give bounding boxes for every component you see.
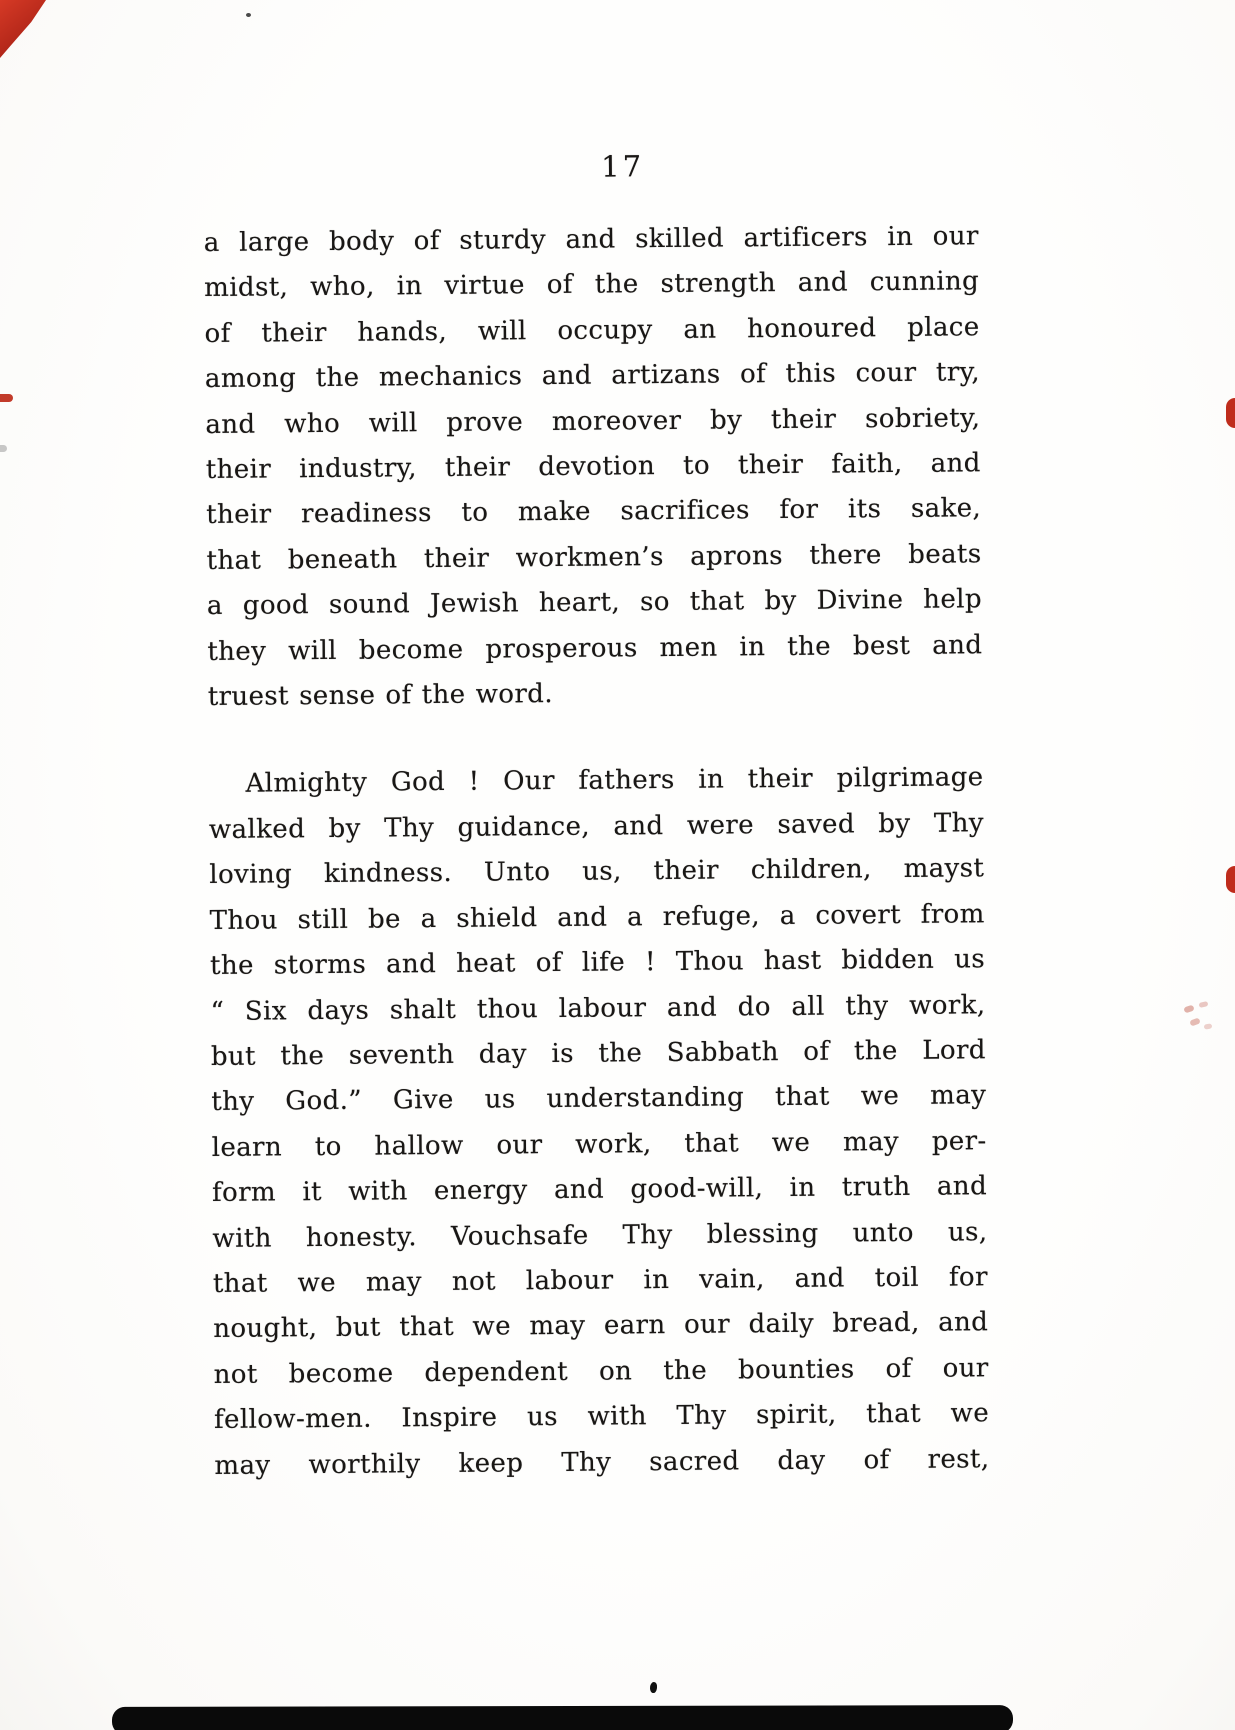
text-line: Thou still be a shield and a refuge, a covert from — [209, 898, 985, 936]
scan-mark-left-gray-dash — [0, 445, 7, 452]
text-line: a large body of sturdy and skilled artificers in our — [203, 221, 979, 259]
scan-mark-corner-red — [0, 0, 46, 58]
scan-mark-left-red-dash — [0, 394, 13, 402]
text-line: midst, who, in virtue of the strength and cunning — [204, 266, 980, 304]
text-line: loving kindness. Unto us, their children, mayst — [209, 853, 985, 891]
text-line: the storms and heat of life ! Thou hast bidden us — [209, 944, 986, 982]
text-line: they will become prosperous men in the best and — [207, 629, 983, 667]
text-line: not become dependent on the bounties of our — [213, 1352, 989, 1390]
text-line: learn to hallow our work, that we may per- — [211, 1125, 987, 1163]
text-line: a good sound Jewish heart, so that by Divine help — [206, 584, 983, 622]
pink-dot — [1204, 1023, 1213, 1029]
text-line: that beneath their workmen’s aprons there beats — [206, 539, 982, 576]
scan-mark-right-red-sliver-upper — [1226, 398, 1235, 428]
text-line: and who will prove moreover by their sobriety, — [205, 402, 981, 440]
text-line: fellow-men. Inspire us with Thy spirit, that we — [213, 1398, 990, 1436]
page-content — [203, 146, 990, 1489]
pink-dot — [1189, 1017, 1200, 1026]
text-line: their readiness to make sacrifices for its sake, — [206, 493, 982, 531]
page-number: 17 — [601, 149, 645, 184]
text-line: truest sense of the word. — [207, 679, 554, 713]
paragraph-2 — [208, 756, 989, 1489]
text-line: Almighty God ! Our fathers in their pilgrimage — [245, 762, 984, 800]
text-line: with honesty. Vouchsafe Thy blessing unto us, — [212, 1216, 988, 1254]
scan-mark-right-red-sliver-lower — [1226, 866, 1235, 893]
scan-bottom-black-bar — [112, 1705, 1013, 1730]
text-line: nought, but that we may earn our daily bread, and — [213, 1307, 989, 1345]
text-line: walked by Thy guidance, and were saved by Thy — [208, 808, 985, 845]
pink-dot — [1183, 1005, 1194, 1014]
scan-mark-pink-cluster — [1182, 1002, 1218, 1036]
text-line: form it with energy and good-will, in truth and — [211, 1171, 988, 1209]
paragraph-1 — [204, 214, 983, 720]
text-line: among the mechanics and artizans of this cour try, — [204, 357, 981, 395]
text-line: that we may not labour in vain, and toil for — [212, 1262, 988, 1299]
text-line: of their hands, will occupy an honoured place — [204, 312, 980, 349]
pink-dot — [1199, 1001, 1209, 1008]
ink-speck — [246, 13, 251, 17]
text-line: may worthily keep Thy sacred day of rest, — [214, 1443, 990, 1481]
text-line: “ Six days shalt thou labour and do all thy work, — [210, 989, 986, 1027]
text-line: but the seventh day is the Sabbath of the Lord — [210, 1035, 987, 1072]
text-line: thy God.” Give us understanding that we may — [211, 1080, 987, 1118]
text-line: their industry, their devotion to their faith, and — [205, 448, 981, 486]
ink-blob — [649, 1682, 657, 1694]
